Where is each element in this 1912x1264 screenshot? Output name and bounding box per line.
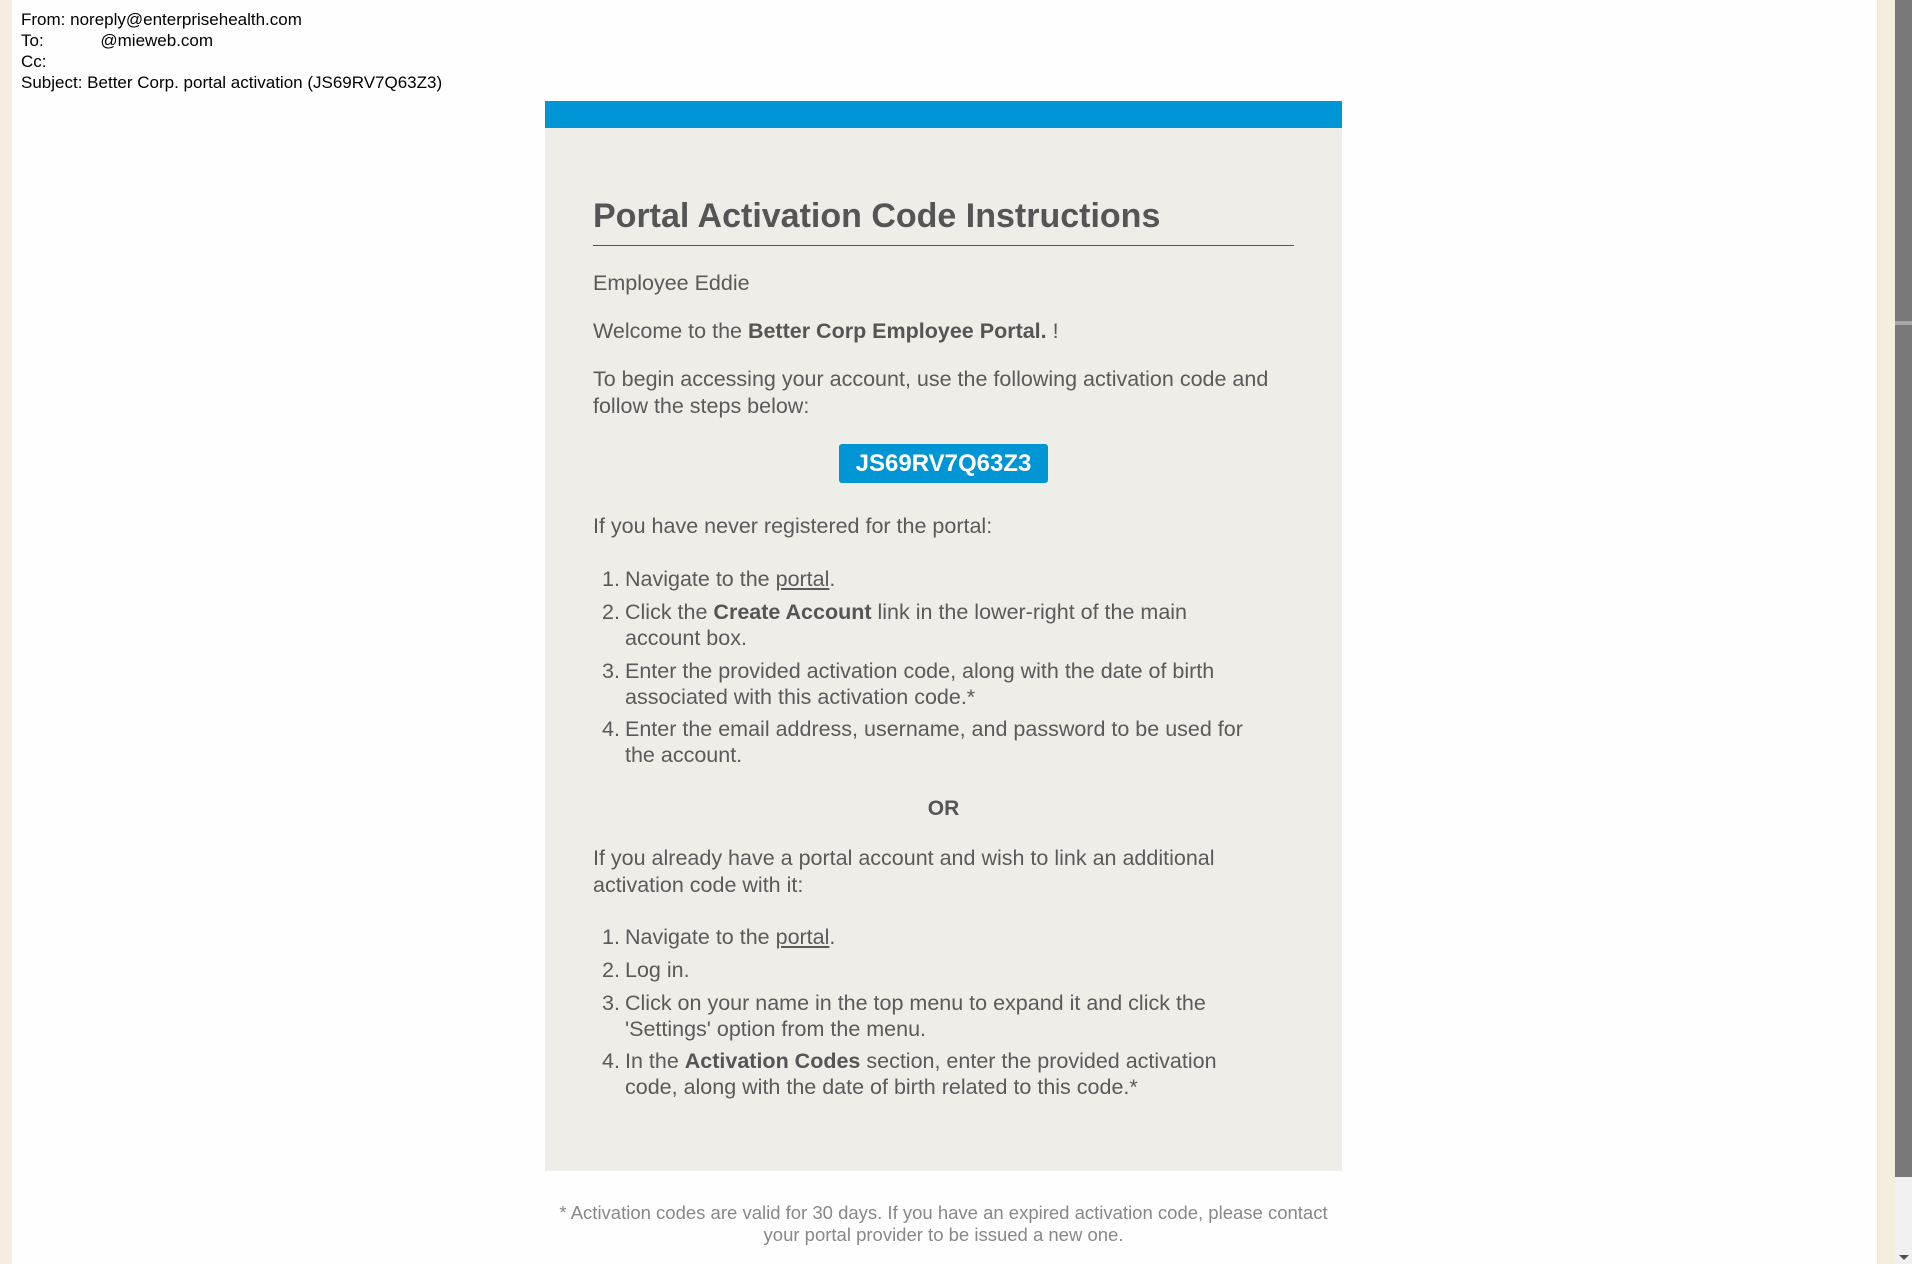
list-item: 4. Enter the email address, username, and password to be used for the account.	[602, 717, 1243, 767]
from-address: noreply@enterprisehealth.com	[70, 10, 302, 29]
cc-line: Cc:	[21, 52, 47, 71]
or-divider: OR	[927, 797, 960, 820]
footer-note: * Activation codes are valid for 30 days. If you have an expired activation code, please contact your portal provider to be issued a new one.	[559, 1202, 1328, 1245]
scroll-down-arrow-icon[interactable]	[1899, 1255, 1909, 1260]
portal-link[interactable]: portal	[775, 567, 830, 591]
list-item: 3. Click on your name in the top menu to expand it and click the 'Settings' option from the menu.	[602, 991, 1206, 1041]
list-item: 3. Enter the provided activation code, along with the date of birth associated with this activation code.*	[602, 659, 1215, 709]
left-margin	[0, 0, 12, 1264]
right-margin	[1877, 0, 1896, 1264]
subject: Better Corp. portal activation (JS69RV7Q63Z3)	[87, 73, 443, 92]
greeting: Employee Eddie	[593, 271, 750, 295]
new-user-heading: If you have never registered for the portal:	[593, 514, 993, 538]
list-item: 4. In the Activation Codes section, enter the provided activation code, along with the date of birth related to this code.*	[602, 1049, 1217, 1099]
welcome-text: Welcome to the Better Corp Employee Portal. !	[593, 319, 1059, 343]
scrollbar-thumb[interactable]	[1895, 0, 1912, 1177]
scrollbar-marker	[1895, 321, 1912, 325]
email-header	[21, 9, 442, 93]
list-item: 2. Log in.	[602, 958, 690, 982]
to-address: @mieweb.com	[100, 31, 214, 50]
list-item: 2. Click the Create Account link in the lower-right of the main account box.	[602, 600, 1188, 650]
brand-bar	[545, 101, 1342, 128]
to-line: To: @mieweb.com	[21, 31, 214, 50]
list-item: 1. Navigate to the portal.	[602, 925, 836, 949]
list-item: 1. Navigate to the portal.	[602, 567, 836, 591]
subject-line: Subject: Better Corp. portal activation (JS69RV7Q63Z3)	[21, 73, 443, 92]
existing-user-heading: If you already have a portal account and wish to link an additional activation code with it:	[593, 846, 1215, 897]
email-body-panel	[545, 101, 1342, 1171]
activation-code-badge: JS69RV7Q63Z3	[839, 444, 1048, 483]
from-line: From: noreply@enterprisehealth.com	[21, 10, 302, 29]
vertical-scrollbar[interactable]	[1895, 0, 1912, 1264]
page-title: Portal Activation Code Instructions	[593, 195, 1294, 246]
portal-link[interactable]: portal	[775, 925, 830, 949]
intro-text: To begin accessing your account, use the following activation code and follow the steps below:	[593, 367, 1269, 418]
